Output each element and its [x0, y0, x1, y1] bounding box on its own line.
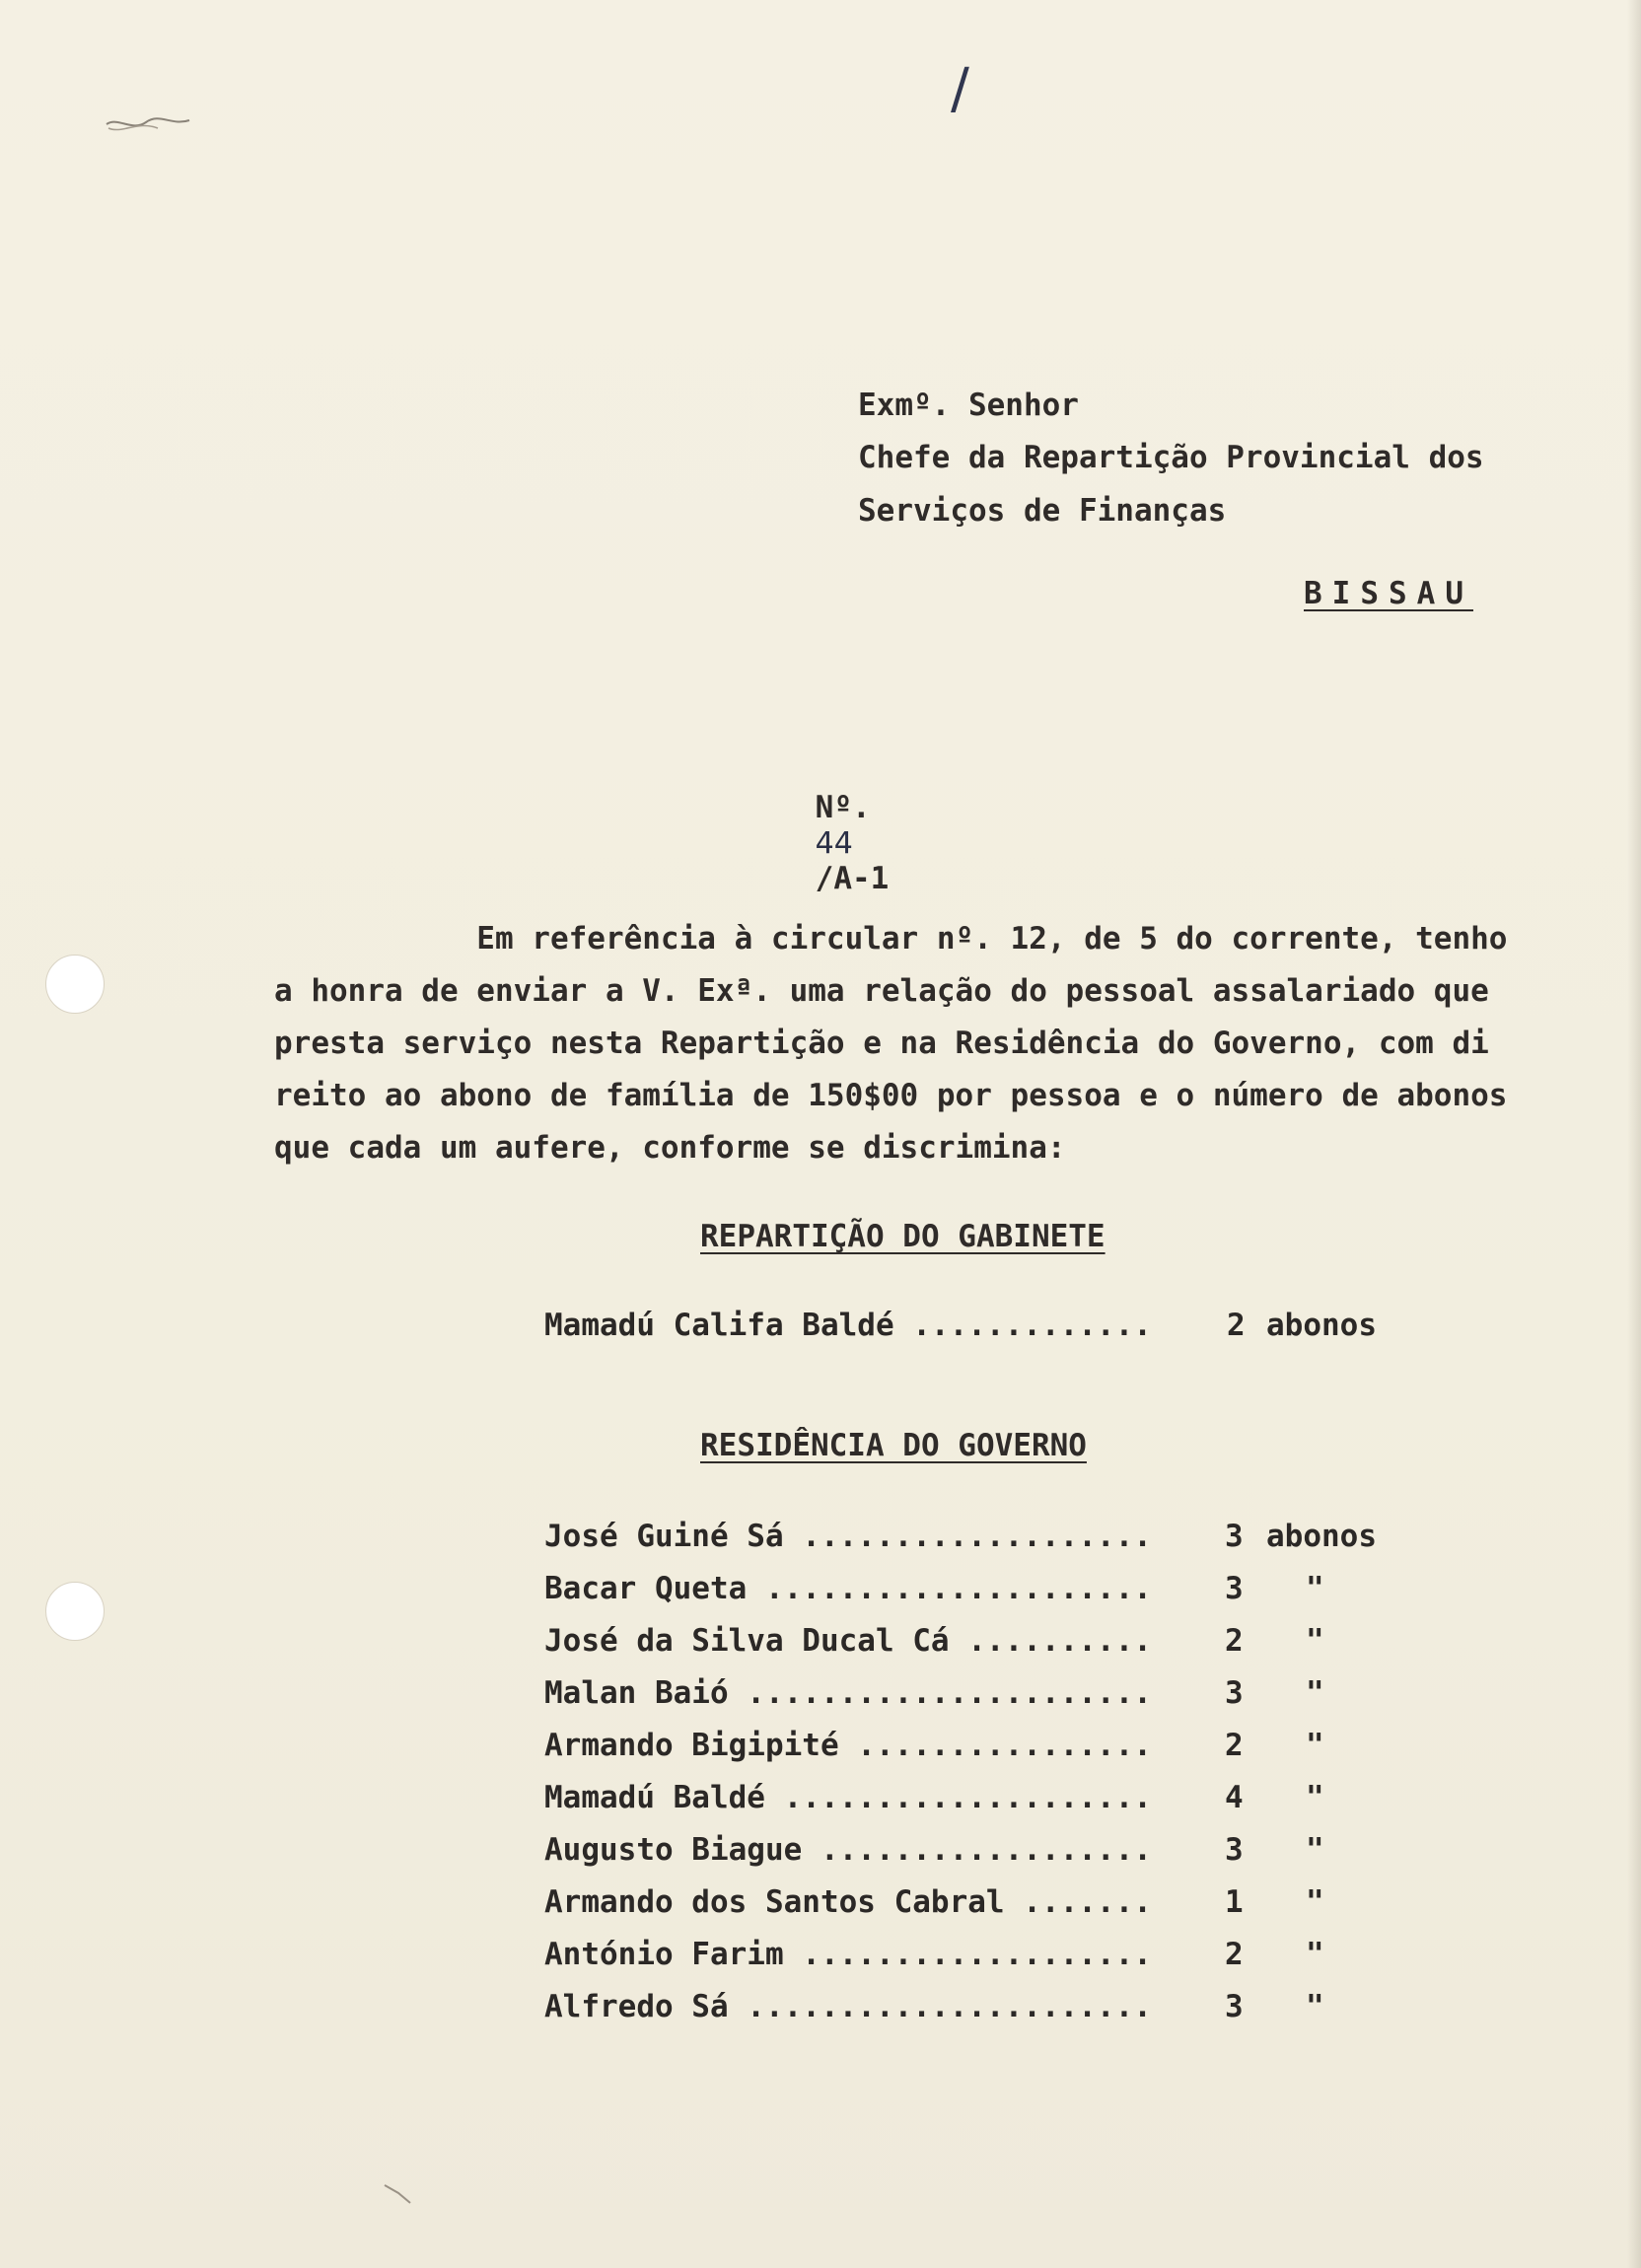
employee-name: José da Silva Ducal Cá .......... — [544, 1623, 1152, 1659]
body-line-1: Em referência à circular nº. 12, de 5 do corrente, tenho — [274, 921, 1508, 957]
pencil-mark-bottom-icon — [381, 2179, 420, 2209]
reference-prefix: Nº. — [815, 790, 871, 825]
ditto-mark: " — [1306, 1780, 1324, 1815]
addressee-line-1: Chefe da Repartição Provincial dos — [858, 440, 1484, 475]
abono-count: 3 — [1225, 1832, 1244, 1868]
ditto-mark: " — [1306, 1571, 1324, 1606]
ditto-mark: " — [1306, 1728, 1324, 1763]
ditto-mark: " — [1306, 1675, 1324, 1711]
reference-number — [742, 754, 889, 932]
body-line-4: reito ao abono de família de 150$00 por pessoa e o número de abonos — [274, 1078, 1508, 1113]
abono-count: 3 — [1225, 1675, 1244, 1711]
employee-name: Malan Baió ...................... — [544, 1675, 1152, 1711]
abono-count: 2 — [1227, 1308, 1246, 1343]
body-line-3: presta serviço nesta Repartição e na Residência do Governo, com di — [274, 1026, 1489, 1061]
addressee-salutation: Exmº. Senhor — [858, 388, 1079, 423]
employee-name: José Guiné Sá ................... — [544, 1519, 1152, 1554]
abono-count: 2 — [1225, 1937, 1244, 1972]
abono-count: 1 — [1225, 1884, 1244, 1920]
page-number-mark: / — [951, 57, 969, 121]
abono-count: 3 — [1225, 1571, 1244, 1606]
abono-unit: abonos — [1266, 1519, 1377, 1554]
reference-number-handwritten: 44 — [815, 826, 853, 861]
employee-name: Armando Bigipité ................ — [544, 1728, 1152, 1763]
abono-unit: abonos — [1266, 1308, 1377, 1343]
employee-name: Alfredo Sá ...................... — [544, 1989, 1152, 2024]
body-line-5: que cada um aufere, conforme se discrimina: — [274, 1130, 1066, 1166]
ditto-mark: " — [1306, 1884, 1324, 1920]
ditto-mark: " — [1306, 1937, 1324, 1972]
addressee-line-2: Serviços de Finanças — [858, 493, 1227, 529]
ditto-mark: " — [1306, 1832, 1324, 1868]
section-heading-residencia: RESIDÊNCIA DO GOVERNO — [700, 1428, 1087, 1463]
reference-suffix: /A-1 — [815, 861, 890, 896]
abono-count: 2 — [1225, 1623, 1244, 1659]
employee-name: António Farim ................... — [544, 1937, 1152, 1972]
abono-count: 2 — [1225, 1728, 1244, 1763]
employee-name: Armando dos Santos Cabral ....... — [544, 1884, 1152, 1920]
addressee-city: BISSAU — [1304, 576, 1473, 611]
abono-count: 3 — [1225, 1989, 1244, 2024]
punch-hole-top — [45, 955, 105, 1014]
punch-hole-bottom — [45, 1582, 105, 1641]
body-paragraph — [274, 913, 1576, 1174]
employee-name: Augusto Biague .................. — [544, 1832, 1152, 1868]
section-heading-gabinete: REPARTIÇÃO DO GABINETE — [700, 1219, 1106, 1254]
employee-name: Mamadú Baldé .................... — [544, 1780, 1152, 1815]
employee-name: Mamadú Califa Baldé ............. — [544, 1308, 1152, 1343]
body-line-2: a honra de enviar a V. Exª. uma relação do pessoal assalariado que — [274, 973, 1489, 1009]
abono-count: 3 — [1225, 1519, 1244, 1554]
employee-name: Bacar Queta ..................... — [544, 1571, 1152, 1606]
ditto-mark: " — [1306, 1989, 1324, 2024]
pencil-mark-icon — [99, 108, 197, 148]
ditto-mark: " — [1306, 1623, 1324, 1659]
abono-count: 4 — [1225, 1780, 1244, 1815]
paper-edge-shadow — [1627, 0, 1641, 2268]
